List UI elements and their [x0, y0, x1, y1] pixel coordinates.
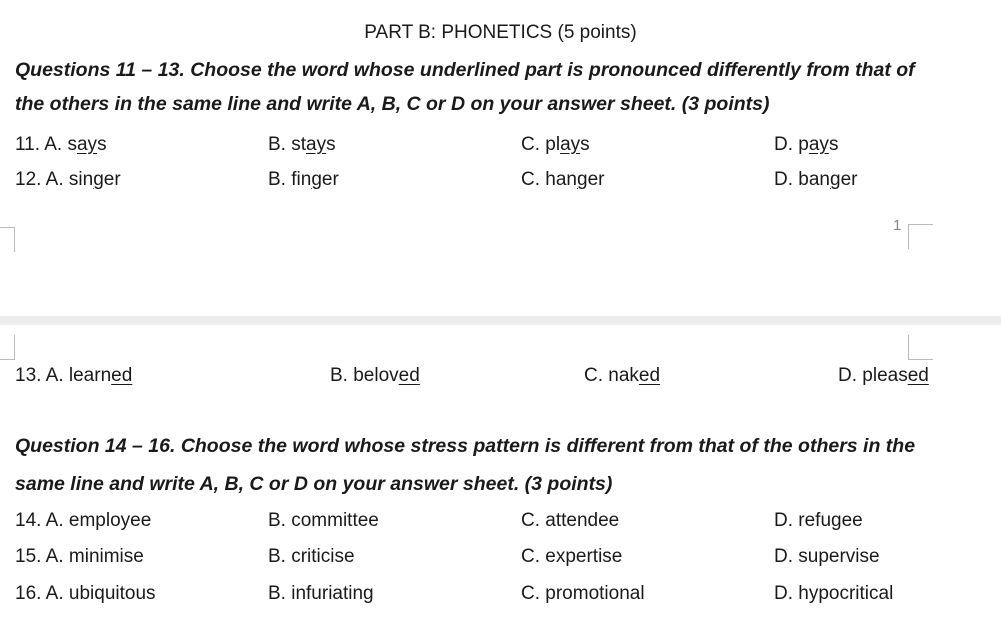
option-letter: A.	[45, 365, 64, 386]
option-word: s	[67, 134, 77, 155]
answer-option	[774, 134, 838, 156]
option-word: promotional	[545, 583, 645, 604]
option-letter: C.	[584, 365, 603, 386]
option-underlined-part: ay	[808, 134, 829, 155]
page-corner-mark	[0, 227, 15, 252]
option-underlined-part: ed	[907, 365, 929, 386]
option-letter: C.	[521, 546, 540, 567]
option-underlined-part: g	[93, 169, 104, 190]
option-word-end: er	[587, 169, 605, 190]
option-word: st	[291, 134, 307, 155]
option-letter: D.	[774, 134, 793, 155]
instruction-part2-line2: same line and write A, B, C or D on your answer sheet. (3 points)	[15, 473, 613, 495]
answer-option	[521, 134, 590, 156]
answer-option	[774, 583, 893, 605]
option-underlined-part: ay	[560, 134, 581, 155]
question-number: 13.	[15, 365, 42, 386]
option-underlined-part: g	[576, 169, 588, 190]
option-letter: C.	[521, 134, 540, 155]
answer-option	[268, 134, 336, 156]
option-letter: A.	[44, 134, 63, 155]
answer-option	[774, 169, 857, 191]
answer-option	[774, 546, 880, 568]
answer-option	[15, 365, 132, 387]
option-word: pleas	[862, 365, 908, 386]
option-word: sin	[68, 169, 94, 190]
answer-option	[584, 365, 660, 387]
answer-option	[521, 510, 619, 532]
option-letter: A.	[45, 169, 64, 190]
option-underlined-part: ed	[638, 365, 661, 386]
answer-option	[330, 365, 420, 387]
option-underlined-part: g	[829, 169, 841, 190]
answer-option	[521, 546, 622, 568]
option-underlined-part: ay	[306, 134, 327, 155]
option-word: infuriating	[291, 583, 374, 604]
option-word-end: er	[840, 169, 858, 190]
option-letter: C.	[521, 583, 540, 604]
option-letter: C.	[521, 510, 540, 531]
option-word: attendee	[545, 510, 620, 531]
option-letter: B.	[268, 134, 286, 155]
page-corner-mark	[0, 335, 15, 360]
instruction-part1-line2: the others in the same line and write A, B, C or D on your answer sheet. (3 points)	[15, 93, 770, 115]
option-word: ban	[798, 169, 830, 190]
option-underlined-part: ed	[111, 365, 133, 386]
answer-option	[521, 583, 645, 605]
option-word-end: s	[326, 134, 336, 155]
option-letter: A.	[45, 583, 64, 604]
option-letter: C.	[521, 169, 540, 190]
option-word-end: s	[828, 134, 839, 155]
instruction-part2-line1: Question 14 – 16. Choose the word whose stress pattern is different from that of the others in the	[15, 435, 916, 457]
option-letter: B.	[268, 583, 286, 604]
option-word: pl	[545, 134, 561, 155]
option-word: ubiquitous	[68, 583, 156, 604]
option-letter: A.	[45, 510, 64, 531]
answer-option	[268, 583, 374, 605]
answer-option	[15, 134, 107, 156]
option-word: minimise	[68, 546, 144, 567]
option-word: refugee	[798, 510, 863, 531]
option-word-end: s	[580, 134, 590, 155]
question-number: 11.	[15, 134, 41, 155]
page-corner-mark	[908, 335, 933, 360]
option-letter: B.	[330, 365, 348, 386]
answer-option	[838, 365, 929, 387]
option-letter: B.	[268, 510, 286, 531]
question-number: 14.	[15, 510, 42, 531]
option-letter: D.	[774, 510, 793, 531]
option-letter: B.	[268, 169, 286, 190]
option-word-end: er	[321, 169, 339, 190]
instruction-part1-line1: Questions 11 – 13. Choose the word whose underlined part is pronounced differently from that of	[15, 59, 915, 81]
option-underlined-part: ed	[398, 365, 420, 386]
option-letter: D.	[774, 583, 793, 604]
option-letter: B.	[268, 546, 286, 567]
answer-option	[268, 169, 339, 191]
option-word-end: er	[103, 169, 121, 190]
option-letter: D.	[774, 546, 793, 567]
option-word: han	[545, 169, 577, 190]
option-word: committee	[291, 510, 379, 531]
option-word: fin	[291, 169, 312, 190]
answer-option	[774, 510, 863, 532]
question-number: 16.	[15, 583, 42, 604]
option-word: supervise	[798, 546, 880, 567]
option-letter: D.	[838, 365, 857, 386]
option-underlined-part: ay	[76, 134, 98, 155]
answer-option	[15, 583, 156, 605]
option-word: hypocritical	[798, 583, 894, 604]
page-break	[0, 316, 1001, 325]
answer-option	[268, 546, 355, 568]
option-word: criticise	[291, 546, 355, 567]
option-underlined-part: g	[311, 169, 322, 190]
option-word: learn	[68, 365, 112, 386]
option-letter: D.	[774, 169, 793, 190]
question-number: 12.	[15, 169, 42, 190]
option-word: belov	[353, 365, 399, 386]
option-word: nak	[608, 365, 639, 386]
question-number: 15.	[15, 546, 42, 567]
answer-option	[15, 510, 151, 532]
option-word: employee	[68, 510, 152, 531]
answer-option	[15, 169, 121, 191]
answer-option	[521, 169, 604, 191]
option-word-end: s	[97, 134, 107, 155]
option-word: expertise	[545, 546, 623, 567]
option-word: p	[798, 134, 809, 155]
page-number: 1	[893, 217, 902, 234]
answer-option	[15, 546, 144, 568]
section-title: PART B: PHONETICS (5 points)	[364, 22, 637, 43]
answer-option	[268, 510, 379, 532]
page-corner-mark	[908, 224, 933, 249]
option-letter: A.	[45, 546, 64, 567]
